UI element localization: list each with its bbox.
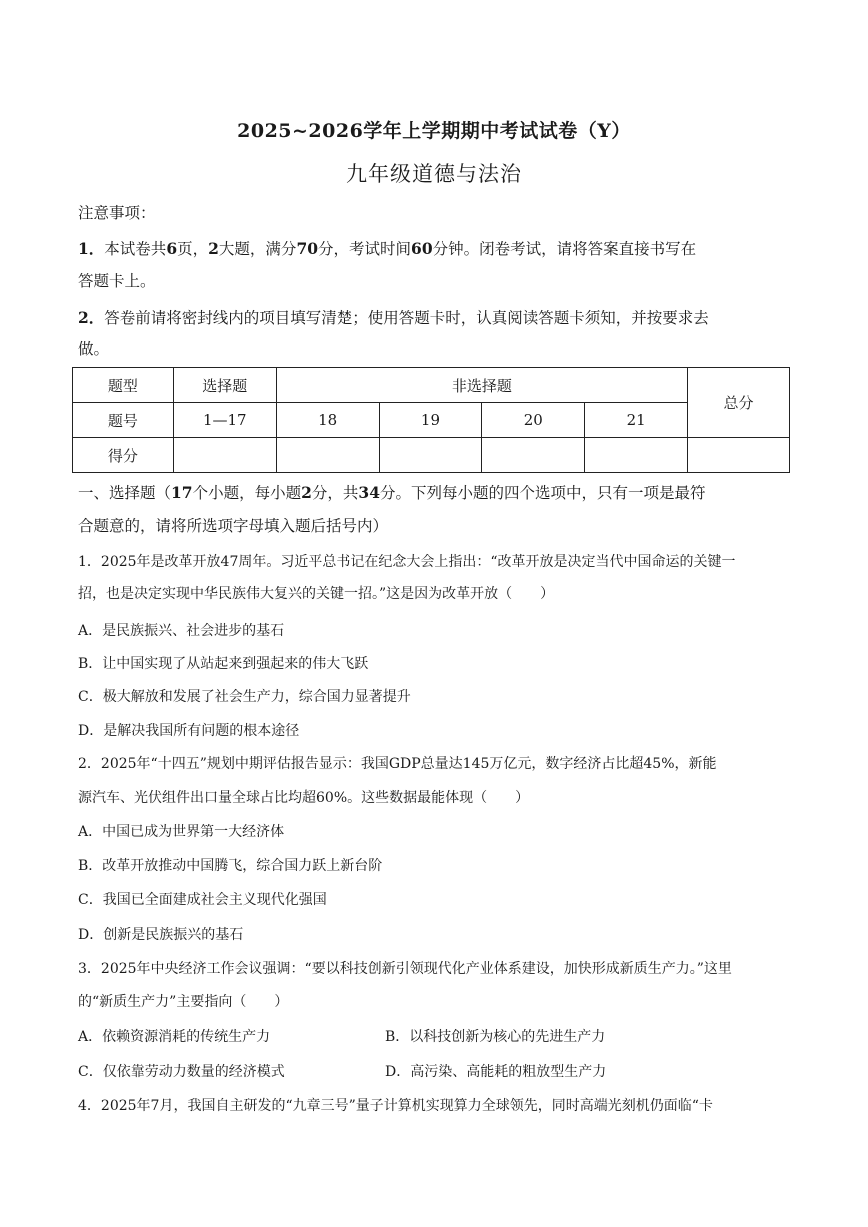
table-cell: 1—17 (173, 403, 276, 438)
text: 分。下列每小题的四个选项中，只有一项是最符 (380, 484, 706, 502)
question-2-option-d: D．创新是民族振兴的基石 (78, 927, 244, 943)
question-1-stem: 招，也是决定实现中华民族伟大复兴的关键一招。”这是因为改革开放（ ） (78, 586, 555, 602)
table-cell: 总分 (688, 368, 790, 438)
question-4-stem: 4．2025年7月，我国自主研发的“九章三号”量子计算机实现算力全球领先，同时高端光刻机仍面临“卡 (78, 1098, 713, 1114)
notice-heading: 注意事项： (78, 204, 156, 222)
question-2-option-c: C．我国已全面建成社会主义现代化强国 (78, 892, 327, 908)
table-cell: 20 (482, 403, 585, 438)
table-cell: 题型 (73, 368, 174, 403)
question-3-stem: 的“新质生产力”主要指向（ ） (78, 994, 289, 1010)
question-1-option-c: C．极大解放和发展了社会生产力，综合国力显著提升 (78, 689, 411, 705)
question-1-option-a: A．是民族振兴、社会进步的基石 (78, 623, 285, 639)
text: 分，共 (311, 484, 359, 502)
score-input-cell[interactable] (585, 438, 688, 473)
score-input-cell[interactable] (173, 438, 276, 473)
table-row (73, 368, 790, 403)
table-row (73, 438, 790, 473)
pages-count: 6 (166, 239, 178, 258)
score-input-cell[interactable] (379, 438, 482, 473)
notice-item-1-line-2: 答题卡上。 (78, 272, 156, 290)
score-input-cell[interactable] (482, 438, 585, 473)
question-3-option-d: D．高污染、高能耗的粗放型生产力 (385, 1064, 607, 1080)
question-2-option-a: A．中国已成为世界第一大经济体 (78, 824, 285, 840)
question-1-option-b: B．让中国实现了从站起来到强起来的伟大飞跃 (78, 656, 369, 672)
score-input-cell[interactable] (688, 438, 790, 473)
exam-minutes: 60 (411, 239, 433, 258)
text: 分，考试时间 (318, 240, 412, 258)
table-cell: 18 (276, 403, 379, 438)
text: 大题，满分 (218, 240, 297, 258)
question-1-option-d: D．是解决我国所有问题的根本途径 (78, 723, 300, 739)
table-cell: 21 (585, 403, 688, 438)
table-cell: 题号 (73, 403, 174, 438)
notice-item-1-number: 1． (78, 239, 105, 258)
text: 答卷前请将密封线内的项目填写清楚；使用答题卡时，认真阅读答题卡须知，并按要求去 (104, 309, 709, 327)
question-3-options-row-1 (78, 1026, 798, 1048)
question-3-option-a: A．依赖资源消耗的传统生产力 (78, 1029, 271, 1045)
question-2-stem: 2．2025年“十四五”规划中期评估报告显示：我国GDP总量达145万亿元，数字经济占比超45%，新能 (78, 756, 717, 772)
score-input-cell[interactable] (276, 438, 379, 473)
text: 本试卷共 (104, 240, 167, 258)
question-count: 17 (171, 483, 193, 502)
text: 一、选择题（ (78, 484, 172, 502)
question-3-options-row-2 (78, 1061, 798, 1083)
exam-title: 2025~2026学年上学期期中考试试卷（Y） (237, 120, 631, 142)
points-total: 34 (358, 483, 380, 502)
points-each: 2 (301, 483, 312, 502)
text: 个小题，每小题 (192, 484, 302, 502)
question-2-stem: 源汽车、光伏组件出口量全球占比均超60%。这些数据最能体现（ ） (78, 790, 530, 806)
sections-count: 2 (208, 239, 219, 258)
table-row (73, 403, 790, 438)
text: 页， (177, 240, 209, 258)
table-cell: 非选择题 (276, 368, 687, 403)
section-1-heading-line-1 (78, 482, 798, 504)
total-score: 70 (296, 239, 319, 258)
notice-item-2-line-2: 做。 (78, 340, 110, 358)
question-1-stem: 1．2025年是改革开放47周年。习近平总书记在纪念大会上指出：“改革开放是决定当代中国命运的关键一 (78, 554, 736, 570)
question-3-stem: 3．2025年中央经济工作会议强调：“要以科技创新引领现代化产业体系建设，加快形成新质生产力。”这里 (78, 961, 732, 977)
notice-item-2-line-1 (78, 307, 798, 329)
text: 分钟。闭卷考试，请将答案直接书写在 (432, 240, 697, 258)
notice-item-2-number: 2． (78, 308, 105, 327)
exam-subject: 九年级道德与法治 (346, 162, 522, 186)
score-table (72, 367, 790, 473)
question-3-option-c: C．仅依靠劳动力数量的经济模式 (78, 1064, 285, 1080)
table-cell: 得分 (73, 438, 174, 473)
question-3-option-b: B．以科技创新为核心的先进生产力 (385, 1029, 606, 1045)
notice-item-1-line-1 (78, 238, 798, 260)
table-cell: 19 (379, 403, 482, 438)
section-1-heading-line-2: 合题意的，请将所选项字母填入题后括号内） (78, 517, 389, 535)
question-2-option-b: B．改革开放推动中国腾飞，综合国力跃上新台阶 (78, 858, 383, 874)
table-cell: 选择题 (173, 368, 276, 403)
